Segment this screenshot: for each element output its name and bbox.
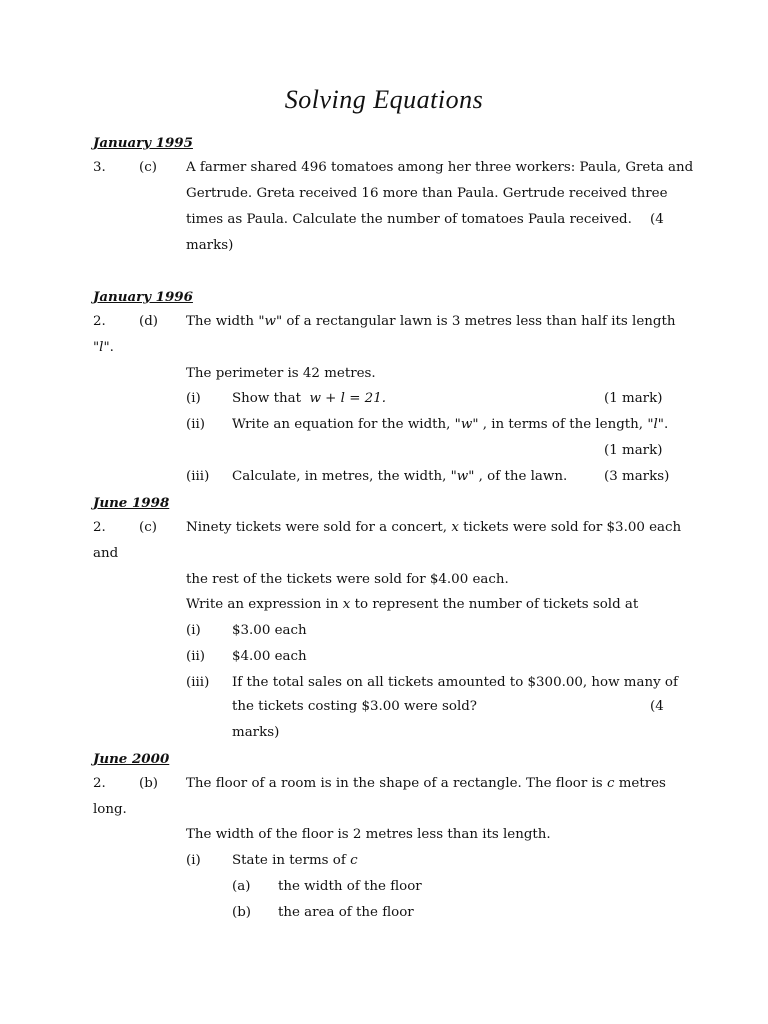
question-part: (c) [139, 160, 157, 175]
subpart-text: State in terms of c [232, 853, 358, 868]
subpart-text: $4.00 each [232, 649, 307, 664]
question-part: (d) [139, 314, 159, 329]
equation: w + l = 21. [309, 391, 386, 406]
question-number: 2. [93, 314, 106, 329]
question-number: 3. [93, 160, 106, 175]
subpart-text: $3.00 each [232, 623, 307, 638]
question-text-line: The perimeter is 42 metres. [186, 366, 376, 381]
subpart-label: (ii) [186, 417, 206, 432]
subpart-label: (i) [186, 853, 201, 868]
subpart-label: (i) [186, 623, 201, 638]
question-number: 2. [93, 776, 106, 791]
question-text-line: the rest of the tickets were sold for $4.00 each. [186, 572, 509, 587]
subpart-label: (iii) [186, 469, 210, 484]
question-text-line: Write an expression in x to represent the number of tickets sold at [186, 597, 639, 612]
subpart-text: the area of the floor [278, 905, 414, 920]
question-part: (b) [139, 776, 159, 791]
subpart-label: (i) [186, 391, 201, 406]
question-part: (c) [139, 520, 157, 535]
marks-label: (4 [650, 699, 664, 714]
question-text-line: Ninety tickets were sold for a concert, x tickets were sold for $3.00 each [186, 520, 682, 535]
question-text-line: Gertrude. Greta received 16 more than Paula. Gertrude received three [186, 186, 668, 201]
subpart-label: (a) [232, 879, 251, 894]
section-heading-jan-1996: January 1996 [93, 289, 193, 305]
question-text-line: times as Paula. Calculate the number of tomatoes Paula received. [186, 212, 632, 227]
marks-label: (1 mark) [604, 391, 663, 406]
question-text-line: "l". [93, 340, 114, 355]
section-heading-june-1998: June 1998 [93, 495, 170, 511]
subpart-text: Calculate, in metres, the width, "w" , of the lawn. [232, 469, 568, 484]
marks-label: (3 marks) [604, 469, 670, 484]
subpart-text: the width of the floor [278, 879, 422, 894]
subpart-text: Show that w + l = 21. [232, 391, 386, 406]
question-text-line: The width of the floor is 2 metres less than its length. [186, 827, 551, 842]
marks-label: marks) [186, 238, 234, 253]
subpart-text: If the total sales on all tickets amounted to $300.00, how many of [232, 675, 678, 690]
subpart-text: the tickets costing $3.00 were sold? [232, 699, 477, 714]
question-text-line: long. [93, 802, 127, 817]
question-text-line: A farmer shared 496 tomatoes among her three workers: Paula, Greta and [186, 160, 694, 175]
question-text-line: and [93, 546, 119, 561]
page-title: Solving Equations [284, 85, 484, 114]
section-heading-june-2000: June 2000 [93, 751, 170, 767]
question-text-line: The floor of a room is in the shape of a rectangle. The floor is c metres [186, 776, 666, 791]
question-text-line: The width "w" of a rectangular lawn is 3 metres less than half its length [186, 314, 676, 329]
marks-label: marks) [232, 725, 280, 740]
marks-label: (4 [650, 212, 664, 227]
marks-label: (1 mark) [604, 443, 663, 458]
question-number: 2. [93, 520, 106, 535]
subpart-text: Write an equation for the width, "w" , in terms of the length, "l". [232, 417, 669, 432]
subpart-label: (b) [232, 905, 252, 920]
subpart-label: (iii) [186, 675, 210, 690]
subpart-label: (ii) [186, 649, 206, 664]
section-heading-jan-1995: January 1995 [93, 135, 193, 151]
